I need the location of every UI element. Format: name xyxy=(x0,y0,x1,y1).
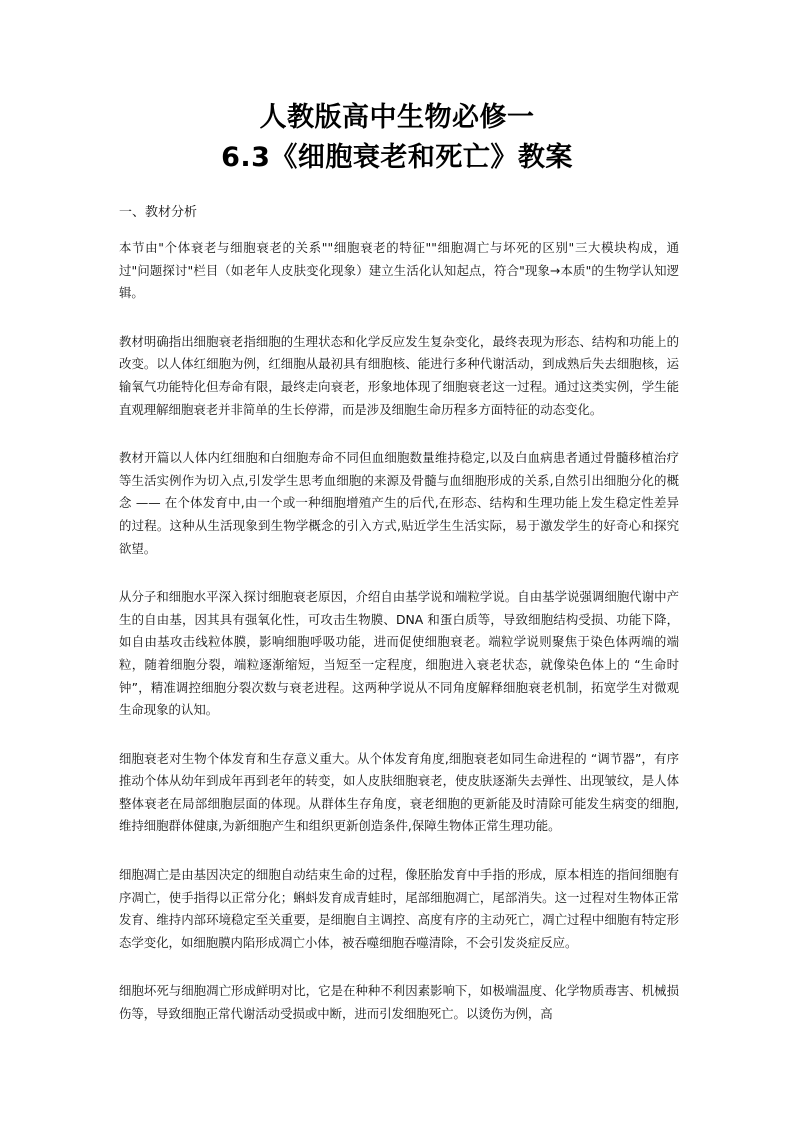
paragraph: 教材明确指出细胞衰老指细胞的生理状态和化学反应发生复杂变化，最终表现为形态、结构和功能上的改变。以人体红细胞为例，红细胞从最初具有细胞核、能进行多种代谢活动，到成熟后失去细胞核，运输氧气功能特化但寿命有限，最终走向衰老，形象地体现了细胞衰老这一过程。通过这类实例，学生能直观理解细胞衰老并非简单的生长停滞，而是涉及细胞生命历程多方面特征的动态变化。 xyxy=(119,333,679,417)
section-heading: 一、教材分析 xyxy=(119,205,198,220)
paragraph: 细胞坏死与细胞凋亡形成鲜明对比，它是在种种不利因素影响下，如极端温度、化学物质毒害、机械损伤等，导致细胞正常代谢活动受损或中断，进而引发细胞死亡。以烫伤为例，高 xyxy=(119,983,679,1022)
paragraph: 细胞凋亡是由基因决定的细胞自动结束生命的过程，像胚胎发育中手指的形成，原本相连的指间细胞有序凋亡，使手指得以正常分化；蝌蚪发育成青蛙时，尾部细胞凋亡，尾部消失。这一过程对生物体正常发育、维持内部环境稳定至关重要，是细胞自主调控、高度有序的主动死亡，凋亡过程中细胞有特定形态学变化，如细胞膜内陷形成凋亡小体，被吞噬细胞吞噬清除，不会引发炎症反应。 xyxy=(119,867,679,950)
paragraph: 从分子和细胞水平深入探讨细胞衰老原因，介绍自由基学说和端粒学说。自由基学说强调细胞代谢中产生的自由基，因其具有强氧化性，可攻击生物膜、DNA 和蛋白质等，导致细胞结构受损、功能下降，如自由基攻击线粒体膜，影响细胞呼吸功能，进而促使细胞衰老。端粒学说则聚焦于染色体两端的端粒，随着细胞分裂，端粒逐渐缩短，当短至一定程度，细胞进入衰老状态，就像染色体上的 “生命时钟”，精准调控细胞分裂次数与衰老进程。这两种学说从不同角度解释细胞衰老机制，拓宽学生对微观生命现象的认知。 xyxy=(119,589,679,718)
body-content xyxy=(119,237,679,1026)
paragraph: 细胞衰老对生物个体发育和生存意义重大。从个体发育角度,细胞衰老如同生命进程的 “调节器”，有序推动个体从幼年到成年再到老年的转变，如人皮肤细胞衰老，使皮肤逐渐失去弹性、出现皱纹，是人体整体衰老在局部细胞层面的体现。从群体生存角度，衰老细胞的更新能及时清除可能发生病变的细胞,维持细胞群体健康,为新细胞产生和组织更新创造条件,保障生物体正常生理功能。 xyxy=(119,750,679,834)
title-line-2: 6.3《细胞衰老和死亡》教案 xyxy=(221,142,573,173)
paragraph: 本节由"个体衰老与细胞衰老的关系""细胞衰老的特征""细胞凋亡与坏死的区别"三大模块构成，通过"问题探讨"栏目（如老年人皮肤变化现象）建立生活化认知起点，符合"现象→本质"的生物学认知逻辑。 xyxy=(119,240,679,301)
document-title xyxy=(0,98,794,178)
title-line-1: 人教版高中生物必修一 xyxy=(259,102,535,133)
paragraph: 教材开篇以人体内红细胞和白细胞寿命不同但血细胞数量维持稳定,以及白血病患者通过骨髓移植治疗等生活实例作为切入点,引发学生思考血细胞的来源及骨髓与血细胞形成的关系,自然引出细胞分化的概念 —— 在个体发育中,由一个或一种细胞增殖产生的后代,在形态、结构和生理功能上发生稳定性差异的过程。这种从生活现象到生物学概念的引入方式,贴近学生生活实际，易于激发学生的好奇心和探究欲望。 xyxy=(119,450,679,556)
